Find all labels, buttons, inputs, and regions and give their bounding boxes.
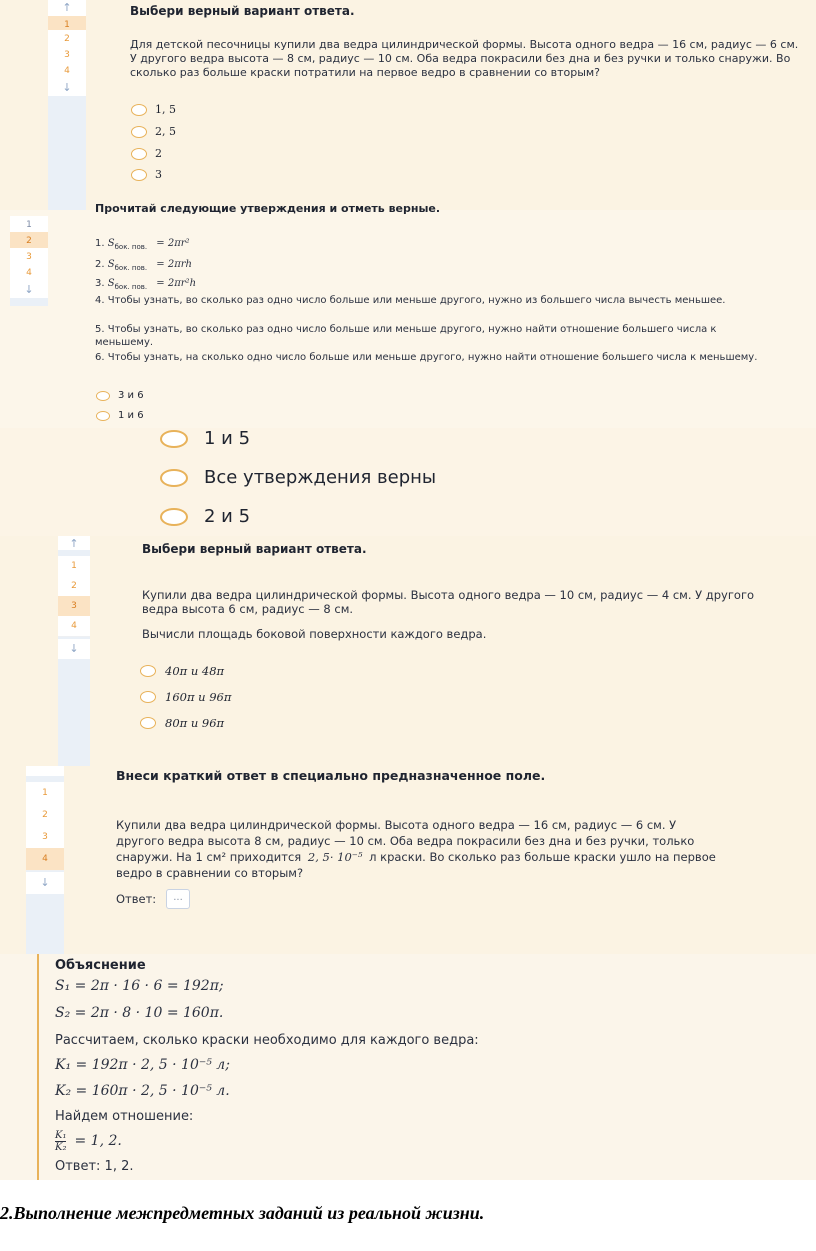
answer-option[interactable] xyxy=(96,390,144,401)
option-label: 160π и 96π xyxy=(165,690,232,704)
section-heading: 2.Выполнение межпредметных заданий из реальной жизни. xyxy=(0,1203,485,1223)
question-formula: 2, 5· 10⁻⁵ xyxy=(307,850,363,864)
arrow-up-icon[interactable]: ↑ xyxy=(48,0,86,16)
question-line-3 xyxy=(116,850,716,864)
nav-item-4[interactable]: 4 xyxy=(26,848,64,871)
nav-item-4[interactable]: 4 xyxy=(48,62,86,81)
radio-icon[interactable] xyxy=(131,169,147,181)
answer-label: Ответ: xyxy=(116,892,157,906)
answer-option[interactable] xyxy=(131,147,162,160)
nav-item-1[interactable]: 1 xyxy=(58,556,90,577)
question-nav xyxy=(26,766,64,954)
question-nav xyxy=(48,0,86,210)
option-label: 2 и 5 xyxy=(204,506,251,527)
explanation-line: Рассчитаем, сколько краски необходимо для каждого ведра: xyxy=(55,1033,479,1048)
answer-option[interactable] xyxy=(131,168,162,181)
explanation-line: K₂ = 160π · 2, 5 · 10⁻⁵ л. xyxy=(55,1083,230,1099)
statement-number: 2. xyxy=(95,259,108,270)
nav-item-2[interactable]: 2 xyxy=(10,232,48,251)
nav-item-3[interactable]: 3 xyxy=(10,248,48,267)
question-text-part: снаружи. На 1 см² приходится xyxy=(116,850,302,864)
question-panel-1 xyxy=(0,0,816,210)
question-panel-4 xyxy=(0,536,816,766)
arrow-down-icon[interactable]: ↓ xyxy=(58,639,90,659)
arrow-up-icon[interactable] xyxy=(26,766,64,776)
answer-option[interactable] xyxy=(160,506,250,527)
fraction-rhs: = 1, 2. xyxy=(74,1132,122,1149)
answer-option[interactable] xyxy=(160,467,436,488)
formula-subscript: бок. пов. xyxy=(114,264,148,272)
statement-2 xyxy=(95,259,192,273)
nav-item-2[interactable]: 2 xyxy=(48,30,86,49)
nav-item-4[interactable]: 4 xyxy=(10,264,48,283)
answer-option[interactable] xyxy=(131,103,176,116)
answer-input[interactable]: ... xyxy=(166,889,190,909)
statement-4: 4. Чтобы узнать, во сколько раз одно число больше или меньше другого, нужно из большего числа вычесть меньшее. xyxy=(95,295,726,306)
question-nav xyxy=(10,216,48,306)
answer-option[interactable] xyxy=(140,690,231,704)
question-text: Для детской песочницы купили два ведра цилиндрической формы. Высота одного ведра — 16 см, радиус — 6 см. У другого ведра высота — 8 см, радиус — 10 см. Оба ведра покрасили без дна и без ручки и только снаружи. Во сколько раз больше краски потратили на первое ведро в сравнении со вторым? xyxy=(130,38,799,79)
question-panel-5 xyxy=(0,766,816,954)
question-panel-2 xyxy=(0,202,816,428)
formula-symbol: S xyxy=(107,278,115,289)
fraction-numerator: K₁ xyxy=(55,1130,67,1141)
option-label: 1 и 5 xyxy=(204,428,251,449)
explanation-accent-bar xyxy=(37,954,39,1180)
answer-option[interactable] xyxy=(96,410,144,421)
explanation-heading: Объяснение xyxy=(55,958,146,973)
question-title: Внеси краткий ответ в специально предназначенное поле. xyxy=(116,768,546,783)
arrow-up-icon[interactable]: ↑ xyxy=(58,536,90,550)
explanation-answer: Ответ: 1, 2. xyxy=(55,1159,134,1174)
nav-item-3[interactable]: 3 xyxy=(48,46,86,65)
radio-icon[interactable] xyxy=(140,665,156,677)
statement-number: 3. xyxy=(95,278,108,289)
question-text: Купили два ведра цилиндрической формы. Высота одного ведра — 10 см, радиус — 4 см. У другого ведра высота 6 см, радиус — 8 см. xyxy=(142,588,755,617)
option-label: Все утверждения верны xyxy=(204,467,437,488)
question-title-cut: Прочитай следующие утверждения и отметь верные. xyxy=(95,202,441,215)
nav-item-1[interactable]: 1 xyxy=(48,16,86,35)
formula-rhs: = 2πr² xyxy=(156,238,190,249)
fraction-denominator: K₂ xyxy=(55,1142,67,1153)
radio-icon[interactable] xyxy=(140,691,156,703)
radio-icon[interactable] xyxy=(96,411,110,421)
statement-1 xyxy=(95,238,190,252)
explanation-line: S₁ = 2π · 16 · 6 = 192π; xyxy=(55,978,224,994)
formula-rhs: = 2πr²h xyxy=(156,278,197,289)
radio-icon[interactable] xyxy=(96,391,110,401)
question-instruction: Вычисли площадь боковой поверхности каждого ведра. xyxy=(142,627,487,641)
formula-rhs: = 2πrh xyxy=(156,259,192,270)
answer-option[interactable] xyxy=(140,716,224,730)
explanation-panel xyxy=(0,954,816,1180)
explanation-line: S₂ = 2π · 8 · 10 = 160π. xyxy=(55,1005,224,1021)
question-panel-3 xyxy=(0,428,816,536)
radio-icon[interactable] xyxy=(131,148,147,160)
radio-icon[interactable] xyxy=(131,126,147,138)
answer-option[interactable] xyxy=(140,664,224,678)
explanation-fraction xyxy=(55,1130,122,1153)
option-label: 2, 5 xyxy=(155,125,176,138)
question-line-4: ведро в сравнении со вторым? xyxy=(116,866,304,880)
radio-icon[interactable] xyxy=(160,508,188,526)
nav-item-2[interactable]: 2 xyxy=(26,804,64,827)
radio-icon[interactable] xyxy=(140,717,156,729)
nav-item-3[interactable]: 3 xyxy=(58,596,90,617)
nav-item-4[interactable]: 4 xyxy=(58,616,90,637)
radio-icon[interactable] xyxy=(160,430,188,448)
fraction xyxy=(55,1130,66,1153)
radio-icon[interactable] xyxy=(160,469,188,487)
question-line-2: другого ведра высота 8 см, радиус — 10 см. Оба ведра покрасили без дна и без ручки, только xyxy=(116,834,695,848)
formula-symbol: S xyxy=(107,238,115,249)
question-nav xyxy=(58,536,90,766)
answer-option[interactable] xyxy=(131,125,176,138)
formula-subscript: бок. пов. xyxy=(114,283,148,291)
nav-item-2[interactable]: 2 xyxy=(58,576,90,597)
formula-symbol: S xyxy=(107,259,115,270)
formula-subscript: бок. пов. xyxy=(114,243,148,251)
answer-option[interactable] xyxy=(160,428,250,449)
radio-icon[interactable] xyxy=(131,104,147,116)
statement-3 xyxy=(95,278,196,292)
option-label: 1 и 6 xyxy=(118,410,144,421)
option-label: 80π и 96π xyxy=(165,716,225,730)
arrow-down-icon[interactable]: ↓ xyxy=(48,80,86,96)
nav-item-1[interactable]: 1 xyxy=(26,782,64,805)
explanation-line: K₁ = 192π · 2, 5 · 10⁻⁵ л; xyxy=(55,1057,230,1073)
question-text-part: л краски. Во сколько раз больше краски ушло на первое xyxy=(369,850,716,864)
option-label: 2 xyxy=(155,147,162,160)
arrow-down-icon[interactable]: ↓ xyxy=(26,872,64,894)
question-line-1: Купили два ведра цилиндрической формы. Высота одного ведра — 16 см, радиус — 6 см. У xyxy=(116,818,677,832)
arrow-down-icon[interactable]: ↓ xyxy=(10,282,48,298)
statement-6: 6. Чтобы узнать, на сколько одно число больше или меньше другого, нужно найти отношение большего числа к меньшему. xyxy=(95,352,758,363)
explanation-line: Найдем отношение: xyxy=(55,1109,194,1124)
question-title: Выбери верный вариант ответа. xyxy=(142,542,367,556)
nav-item-1[interactable]: 1 xyxy=(10,216,48,235)
question-title: Выбери верный вариант ответа. xyxy=(130,4,355,18)
option-label: 40π и 48π xyxy=(165,664,225,678)
option-label: 3 xyxy=(155,168,162,181)
option-label: 3 и 6 xyxy=(118,390,144,401)
nav-item-3[interactable]: 3 xyxy=(26,826,64,849)
statement-5: 5. Чтобы узнать, во сколько раз одно число больше или меньше другого, нужно найти отношение большего числа к меньшему. xyxy=(95,324,717,348)
statement-number: 1. xyxy=(95,238,108,249)
option-label: 1, 5 xyxy=(155,103,176,116)
